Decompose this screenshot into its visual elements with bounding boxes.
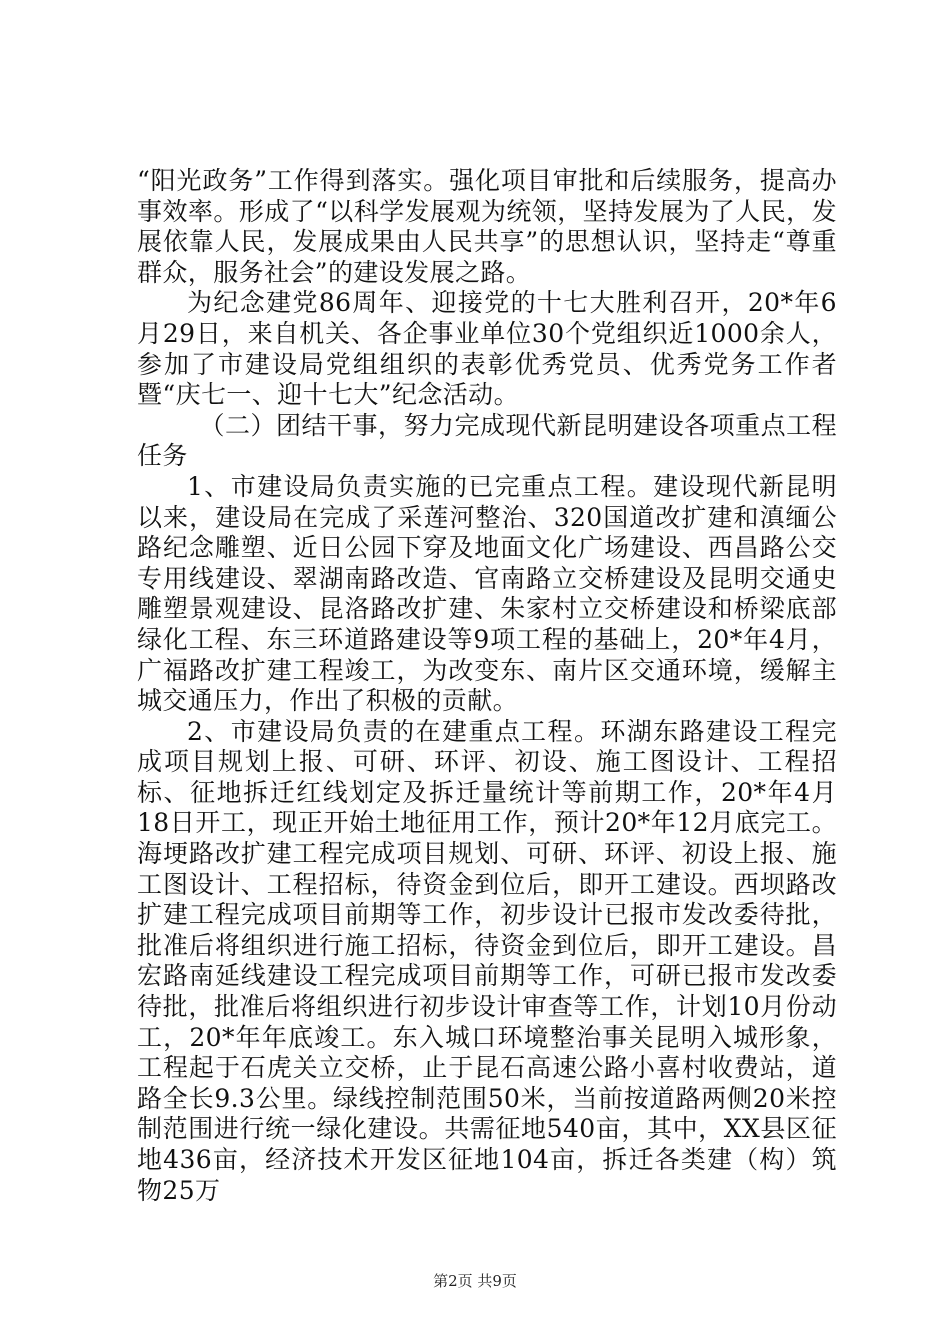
section-heading: （二）团结干事，努力完成现代新昆明建设各项重点工程任务 — [137, 410, 837, 471]
paragraph-3: 1、市建设局负责实施的已完重点工程。建设现代新昆明以来，建设局在完成了采莲河整治、320国道改扩建和滇缅公路纪念雕塑、近日公园下穿及地面文化广场建设、西昌路公交专用线建设、翠湖南路改造、官南路立交桥建设及昆明交通史雕塑景观建设、昆洛路改扩建、朱家村立交桥建设和桥梁底部绿化工程、东三环道路建设等9项工程的基础上，20*年4月，广福路改扩建工程竣工，为改变东、南片区交通环境，缓解主城交通压力，作出了积极的贡献。 — [137, 471, 837, 716]
body-text — [137, 166, 837, 1206]
paragraph-2: 为纪念建党86周年、迎接党的十七大胜利召开，20*年6月29日，来自机关、各企事业单位30个党组织近1000余人，参加了市建设局党组组织的表彰优秀党员、优秀党务工作者暨“庆七一、迎十七大”纪念活动。 — [137, 288, 837, 410]
paragraph-4: 2、市建设局负责的在建重点工程。环湖东路建设工程完成项目规划上报、可研、环评、初设、施工图设计、工程招标、征地拆迁红线划定及拆迁量统计等前期工作，20*年4月18日开工，现正开始土地征用工作，预计20*年12月底完工。海埂路改扩建工程完成项目规划、可研、环评、初设上报、施工图设计、工程招标，待资金到位后，即开工建设。西坝路改扩建工程完成项目前期等工作，初步设计已报市发改委待批，批准后将组织进行施工招标，待资金到位后，即开工建设。昌宏路南延线建设工程完成项目前期等工作，可研已报市发改委待批，批准后将组织进行初步设计审查等工作，计划10月份动工，20*年年底竣工。东入城口环境整治事关昆明入城形象，工程起于石虎关立交桥，止于昆石高速公路小喜村收费站，道路全长9.3公里。绿线控制范围50米，当前按道路两侧20米控制范围进行统一绿化建设。共需征地540亩，其中，XX县区征地436亩，经济技术开发区征地104亩，拆迁各类建（构）筑物25万 — [137, 716, 837, 1205]
page-footer: 第2页 共9页 — [433, 1272, 517, 1290]
paragraph-1: “阳光政务”工作得到落实。强化项目审批和后续服务，提高办事效率。形成了“以科学发展观为统领，坚持发展为了人民，发展依靠人民，发展成果由人民共享”的思想认识，坚持走“尊重群众，服务社会”的建设发展之路。 — [137, 166, 837, 287]
